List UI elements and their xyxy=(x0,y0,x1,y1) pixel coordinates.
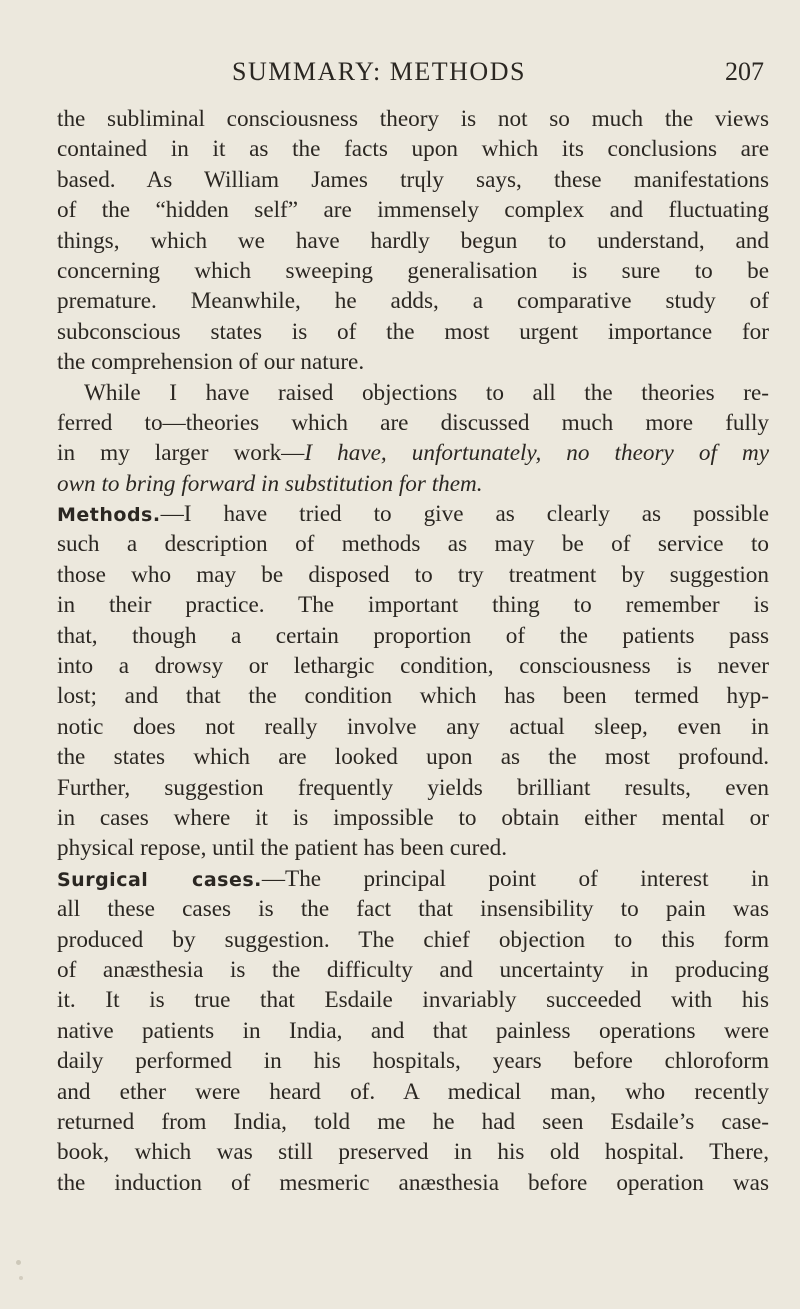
text-line: concerning which sweeping generalisation is sure to be xyxy=(57,257,769,284)
text-line: the comprehension of our nature. xyxy=(57,349,365,376)
text-line: and ether were heard of. A medical man, who recently xyxy=(57,1078,769,1105)
text-line: that, though a certain proportion of the patients pass xyxy=(57,622,769,649)
text-line: the induction of mesmeric anæsthesia before operation was xyxy=(57,1169,769,1196)
section-heading-surgical-cases: Surgical cases. xyxy=(57,868,262,891)
page-number: 207 xyxy=(725,57,764,86)
text-line: book, which was still preserved in his old hospital. There, xyxy=(57,1139,769,1166)
section-start-line: Methods.—I have tried to give as clearly as possible xyxy=(57,501,769,528)
text-line: of the “hidden self” are immensely complex and fluctuating xyxy=(57,197,769,224)
text-line: ferred to—theories which are discussed much more fully xyxy=(57,409,769,436)
text-line: based. As William James trɥly says, these manifestations xyxy=(57,166,769,193)
text-line: contained in it as the facts upon which its conclusions are xyxy=(57,136,769,163)
paper-blemish xyxy=(19,1276,23,1280)
text-line: notic does not really involve any actual sleep, even in xyxy=(57,713,769,740)
text-line: into a drowsy or lethargic condition, consciousness is never xyxy=(57,653,769,680)
text-line: produced by suggestion. The chief objection to this form xyxy=(57,926,769,953)
text-line: all these cases is the fact that insensibility to pain was xyxy=(57,896,769,923)
text-line: premature. Meanwhile, he adds, a comparative study of xyxy=(57,288,769,315)
text-line: the subliminal consciousness theory is not so much the views xyxy=(57,106,769,132)
text-line: such a description of methods as may be of service to xyxy=(57,531,769,558)
paper-blemish xyxy=(16,1260,21,1265)
text-line: in my larger work—I have, unfortunately, no theory of my xyxy=(57,440,769,467)
text-line: the states which are looked upon as the most profound. xyxy=(57,744,769,771)
text-line: in cases where it is impossible to obtain either mental or xyxy=(57,804,769,831)
section-heading-methods: Methods. xyxy=(57,504,161,527)
italic-line: own to bring forward in substitution for them. xyxy=(57,470,483,497)
text-line: lost; and that the condition which has been termed hyp- xyxy=(57,683,769,710)
italic-phrase: I have, unfortunately, no theory of my xyxy=(304,440,769,467)
text-line: of anæsthesia is the difficulty and uncertainty in producing xyxy=(57,956,769,983)
text-line: daily performed in his hospitals, years before chloroform xyxy=(57,1048,769,1075)
running-head xyxy=(0,56,800,96)
text-line: in their practice. The important thing to remember is xyxy=(57,592,769,619)
text-line: it. It is true that Esdaile invariably succeeded with his xyxy=(57,987,769,1014)
section-start-line: Surgical cases.—The principal point of interest in xyxy=(57,865,769,892)
text-line: those who may be disposed to try treatment by suggestion xyxy=(57,561,769,588)
text-line: returned from India, told me he had seen Esdaile’s case- xyxy=(57,1108,769,1135)
text-line: Further, suggestion frequently yields brilliant results, even xyxy=(57,774,769,801)
text-line: native patients in India, and that painless operations were xyxy=(57,1017,769,1044)
body-text xyxy=(57,104,769,1198)
paragraph-start-line: While I have raised objections to all the theories re- xyxy=(84,379,769,406)
text-line: things, which we have hardly begun to understand, and xyxy=(57,227,769,254)
text-line: physical repose, until the patient has been cured. xyxy=(57,835,508,862)
text-line: subconscious states is of the most urgent importance for xyxy=(57,318,769,345)
running-title: SUMMARY: METHODS xyxy=(232,57,526,86)
